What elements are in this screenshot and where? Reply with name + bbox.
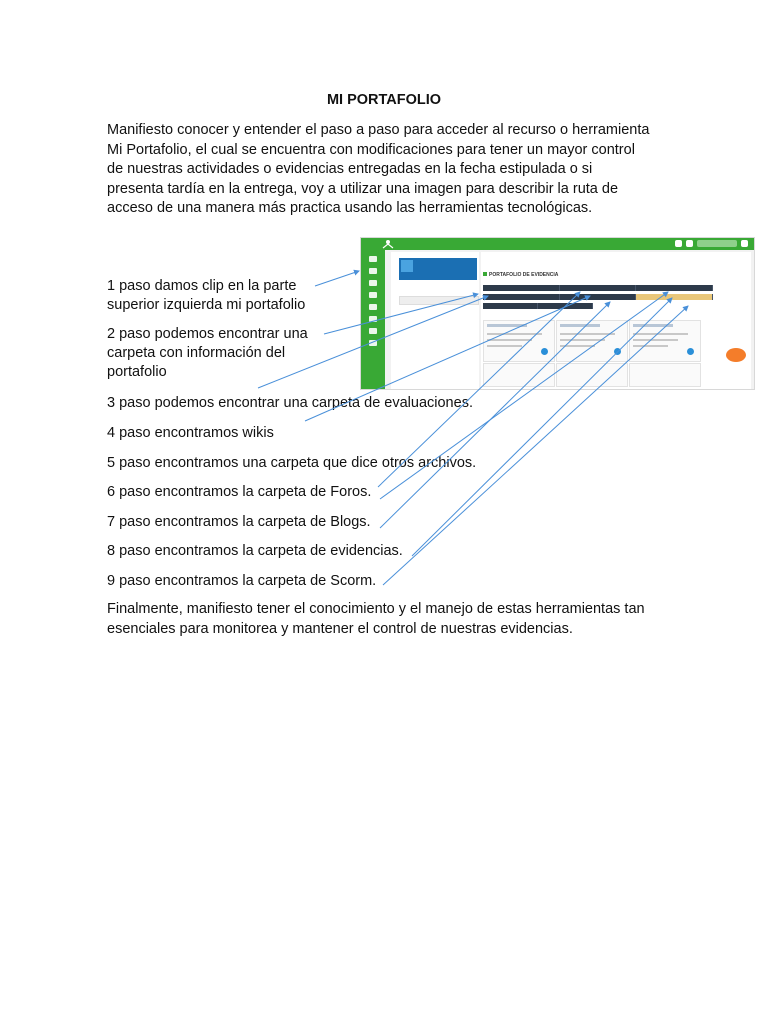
screenshot-section-heading [483, 272, 558, 278]
tab-other-files [560, 285, 637, 291]
evidence-card [483, 363, 555, 387]
step-6: 6 paso encontramos la carpeta de Foros. [107, 484, 372, 500]
evidence-card [556, 320, 628, 362]
step-8: 8 paso encontramos la carpeta de evidencias. [107, 543, 403, 559]
screenshot-search-box [399, 296, 479, 305]
tab-evaluations [483, 294, 560, 300]
step-5: 5 paso encontramos una carpeta que dice otros archivos. [107, 455, 477, 471]
intro-paragraph: Manifiesto conocer y entender el paso a paso para acceder al recurso o herramienta Mi Portafolio, el cual se encuentra con modificaciones para tener un mayor control de nuestras actividades o evidencias entregadas en la fecha estipulada o si presenta tardía en la entrega, voy a utilizar una imagen para describir la ruta de acceso de una manera más practica usando las herramientas tecnológicas. [107, 122, 650, 216]
calendar-icon [369, 280, 377, 286]
screenshot-tab-row-1 [483, 285, 713, 291]
step-7: 7 paso encontramos la carpeta de Blogs. [107, 514, 371, 530]
section-heading-text: PORTAFOLIO DE EVIDENCIA [489, 272, 559, 278]
folder-icon [369, 268, 377, 274]
chat-bubble-icon [726, 348, 746, 362]
screenshot-tab-row-3 [483, 303, 593, 309]
step-1: 1 paso damos clip en la parte superior izquierda mi portafolio [107, 278, 306, 313]
document-icon [369, 340, 377, 346]
screenshot-tab-row-2 [483, 294, 713, 300]
tab-portfolio-info [483, 285, 560, 291]
eye-icon [741, 240, 748, 247]
mail-icon [369, 316, 377, 322]
user-icon [675, 240, 682, 247]
step-2: 2 paso podemos encontrar una carpeta con información del portafolio [107, 326, 308, 380]
tab-scorm [538, 303, 593, 309]
step-9: 9 paso encontramos la carpeta de Scorm. [107, 573, 377, 589]
screenshot-left-bar [361, 238, 385, 389]
bell-icon [686, 240, 693, 247]
closing-paragraph: Finalmente, manifiesto tener el conocimiento y el manejo de estas herramientas tan esenciales para monitorea y mantener el control de nuestras evidencias. [107, 601, 645, 637]
home-icon [369, 256, 377, 262]
sena-logo-icon [381, 239, 395, 249]
monitor-icon [369, 328, 377, 334]
evidence-card [483, 320, 555, 362]
user-name-pill [697, 240, 737, 247]
portfolio-icon [369, 304, 377, 310]
evidence-card [629, 363, 701, 387]
step-4: 4 paso encontramos wikis [107, 425, 274, 441]
step-3: 3 paso podemos encontrar una carpeta de evaluaciones. [107, 395, 473, 411]
graduation-icon [369, 292, 377, 298]
tab-blogs [483, 303, 538, 309]
tab-evidences [636, 294, 713, 300]
evidence-card [629, 320, 701, 362]
tab-wikis [560, 294, 637, 300]
tab-forums [636, 285, 713, 291]
screenshot-top-icons [675, 240, 748, 248]
portfolio-screenshot [360, 237, 755, 390]
page-title: MI PORTAFOLIO [326, 92, 442, 108]
evidence-card [556, 363, 628, 387]
course-banner [399, 258, 477, 280]
